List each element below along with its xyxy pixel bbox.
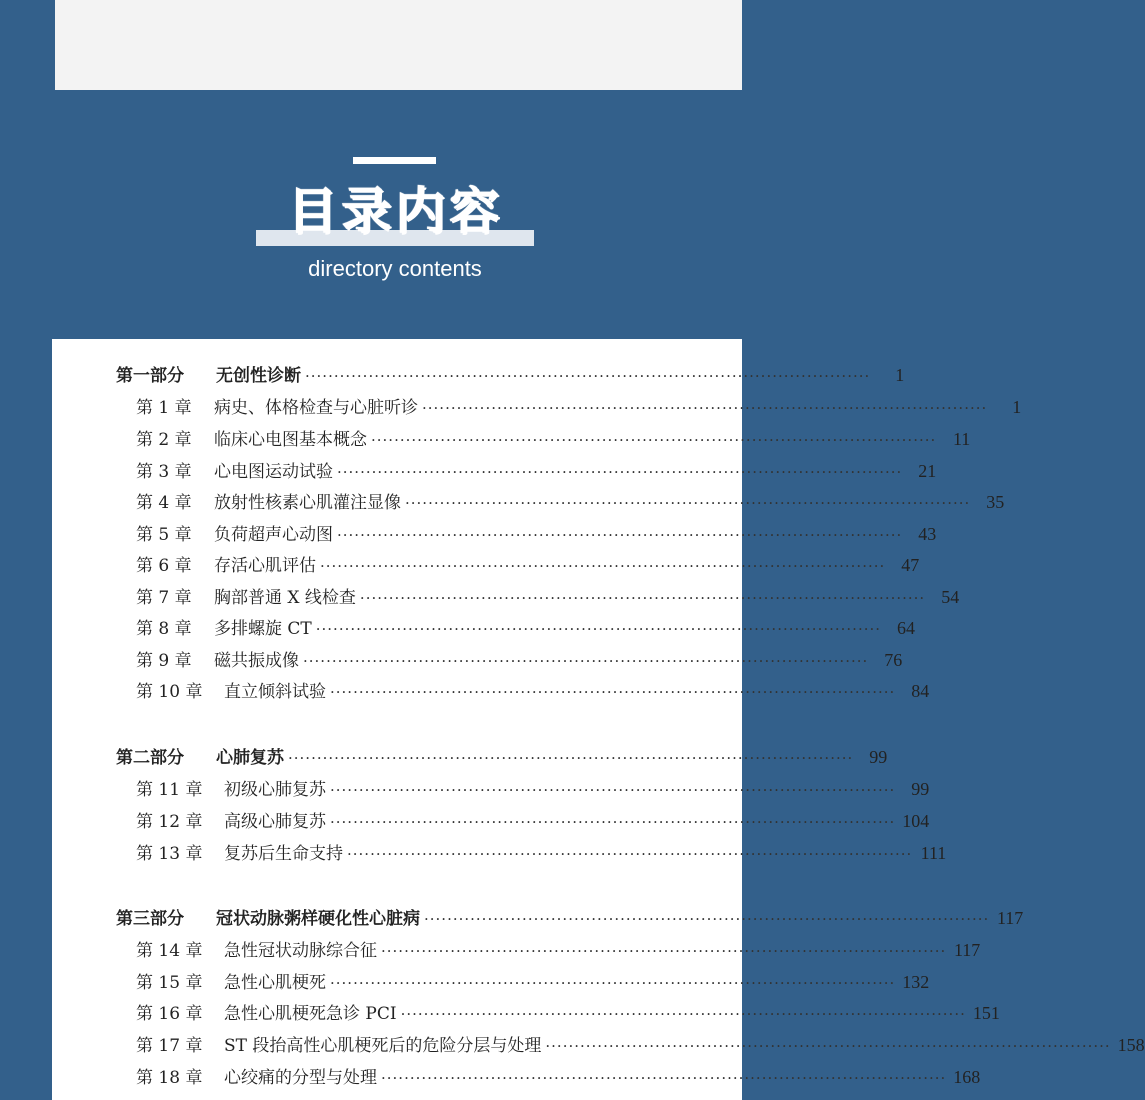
page-number: 43 (918, 524, 937, 544)
title-decoration-bar (353, 157, 436, 164)
leader-dots: ·································································································· (315, 620, 882, 638)
chapter-label: 第 3 章 (136, 462, 192, 482)
chapter-label: 第 17 章 (136, 1036, 203, 1056)
toc-part-row (116, 903, 1024, 933)
table-of-contents (52, 339, 1145, 1100)
chapter-label: 第 9 章 (136, 651, 192, 671)
page-number: 1 (1012, 397, 1022, 417)
chapter-label: 第 13 章 (136, 844, 203, 864)
top-image-panel (55, 0, 742, 90)
chapter-label: 第 5 章 (136, 525, 192, 545)
page-title: 目录内容 (287, 182, 503, 240)
page-number: 11 (952, 429, 971, 449)
chapter-label: 第 10 章 (136, 682, 203, 702)
page-number: 132 (902, 972, 930, 992)
chapter-title: 磁共振成像 (214, 651, 299, 671)
page-number: 35 (986, 492, 1005, 512)
chapter-label: 第 2 章 (136, 430, 192, 450)
leader-dots: ·································································································· (347, 845, 913, 863)
toc-chapter-row (136, 456, 937, 486)
chapter-title: 心电图运动试验 (214, 462, 333, 482)
chapter-label: 第 8 章 (136, 619, 192, 639)
leader-dots: ·································································································· (381, 1069, 947, 1087)
page-number: 168 (953, 1067, 981, 1087)
chapter-title: 复苏后生命支持 (224, 844, 343, 864)
toc-chapter-row (136, 1030, 1145, 1060)
toc-chapter-row (136, 392, 1022, 422)
page-number: 76 (884, 650, 903, 670)
chapter-title: 胸部普通 X 线检查 (214, 588, 356, 608)
part-title: 无创性诊断 (216, 366, 301, 386)
leader-dots: ·································································································· (320, 557, 886, 575)
chapter-label: 第 16 章 (136, 1004, 203, 1024)
page-number: 84 (911, 681, 930, 701)
toc-chapter-row (136, 676, 930, 706)
chapter-label: 第 15 章 (136, 973, 203, 993)
chapter-label: 第 6 章 (136, 556, 192, 576)
chapter-title: 急性心肌梗死 (224, 973, 326, 993)
page-number: 117 (996, 908, 1024, 928)
chapter-title: 病史、体格检查与心脏听诊 (214, 398, 418, 418)
page-number: 21 (918, 461, 937, 481)
leader-dots: ·································································································· (330, 813, 896, 831)
leader-dots: ·································································································· (381, 942, 947, 960)
chapter-title: ST 段抬高性心肌梗死后的危险分层与处理 (224, 1036, 542, 1056)
chapter-title: 直立倾斜试验 (224, 682, 326, 702)
chapter-label: 第 14 章 (136, 941, 203, 961)
leader-dots: ·································································································· (359, 589, 926, 607)
toc-chapter-row (136, 774, 930, 804)
page-number: 54 (941, 587, 960, 607)
chapter-label: 第 12 章 (136, 812, 203, 832)
leader-dots: ·································································································· (400, 1005, 966, 1023)
toc-chapter-row (136, 613, 916, 643)
page-number: 158 (1117, 1035, 1145, 1055)
toc-chapter-row (136, 967, 930, 997)
leader-dots: ·································································································· (337, 526, 903, 544)
chapter-label: 第 4 章 (136, 493, 192, 513)
chapter-title: 急性冠状动脉综合征 (224, 941, 377, 961)
chapter-title: 心绞痛的分型与处理 (224, 1068, 377, 1088)
toc-chapter-row (136, 935, 981, 965)
chapter-title: 放射性核素心肌灌注显像 (214, 493, 401, 513)
chapter-title: 初级心肺复苏 (224, 780, 326, 800)
title-block (0, 150, 790, 290)
toc-chapter-row (136, 998, 1000, 1028)
toc-chapter-row (136, 1062, 981, 1092)
page-number: 117 (953, 940, 981, 960)
toc-chapter-row (136, 487, 1005, 517)
part-label: 第三部分 (116, 909, 184, 929)
toc-chapter-row (136, 550, 920, 580)
leader-dots: ·································································································· (330, 683, 896, 701)
page-number: 111 (920, 843, 947, 863)
toc-chapter-row (136, 838, 947, 868)
page-number: 64 (897, 618, 916, 638)
chapter-title: 临床心电图基本概念 (214, 430, 367, 450)
leader-dots: ·································································································· (371, 431, 937, 449)
toc-chapter-row (136, 582, 960, 612)
chapter-title: 多排螺旋 CT (214, 619, 312, 639)
toc-chapter-row (136, 806, 930, 836)
page-number: 151 (972, 1003, 1000, 1023)
part-title: 心肺复苏 (216, 748, 284, 768)
page-subtitle: directory contents (308, 256, 482, 281)
leader-dots: ·································································································· (337, 463, 903, 481)
leader-dots: ·································································································· (330, 974, 896, 992)
part-label: 第一部分 (116, 366, 184, 386)
toc-chapter-row (136, 519, 937, 549)
chapter-title: 存活心肌评估 (214, 556, 316, 576)
toc-part-row (116, 360, 905, 390)
page-number: 47 (901, 555, 920, 575)
toc-chapter-row (136, 424, 971, 454)
page-number: 99 (869, 747, 888, 767)
leader-dots: ·································································································· (405, 494, 971, 512)
chapter-label: 第 7 章 (136, 588, 192, 608)
toc-part-row (116, 742, 888, 772)
chapter-label: 第 1 章 (136, 398, 192, 418)
chapter-title: 急性心肌梗死急诊 PCI (224, 1004, 397, 1024)
leader-dots: ·································································································· (303, 652, 869, 670)
toc-chapter-row (136, 645, 903, 675)
chapter-title: 高级心肺复苏 (224, 812, 326, 832)
part-label: 第二部分 (116, 748, 184, 768)
chapter-title: 负荷超声心动图 (214, 525, 333, 545)
leader-dots: ·································································································· (305, 367, 871, 385)
leader-dots: ·································································································· (424, 910, 990, 928)
chapter-label: 第 11 章 (136, 780, 203, 800)
leader-dots: ·································································································· (330, 781, 896, 799)
leader-dots: ·································································································· (288, 749, 854, 767)
chapter-label: 第 18 章 (136, 1068, 203, 1088)
page-number: 99 (911, 779, 930, 799)
part-title: 冠状动脉粥样硬化性心脏病 (216, 909, 420, 929)
leader-dots: ·································································································· (545, 1037, 1111, 1055)
page-number: 104 (902, 811, 930, 831)
leader-dots: ·································································································· (422, 399, 988, 417)
page-number: 1 (895, 365, 905, 385)
